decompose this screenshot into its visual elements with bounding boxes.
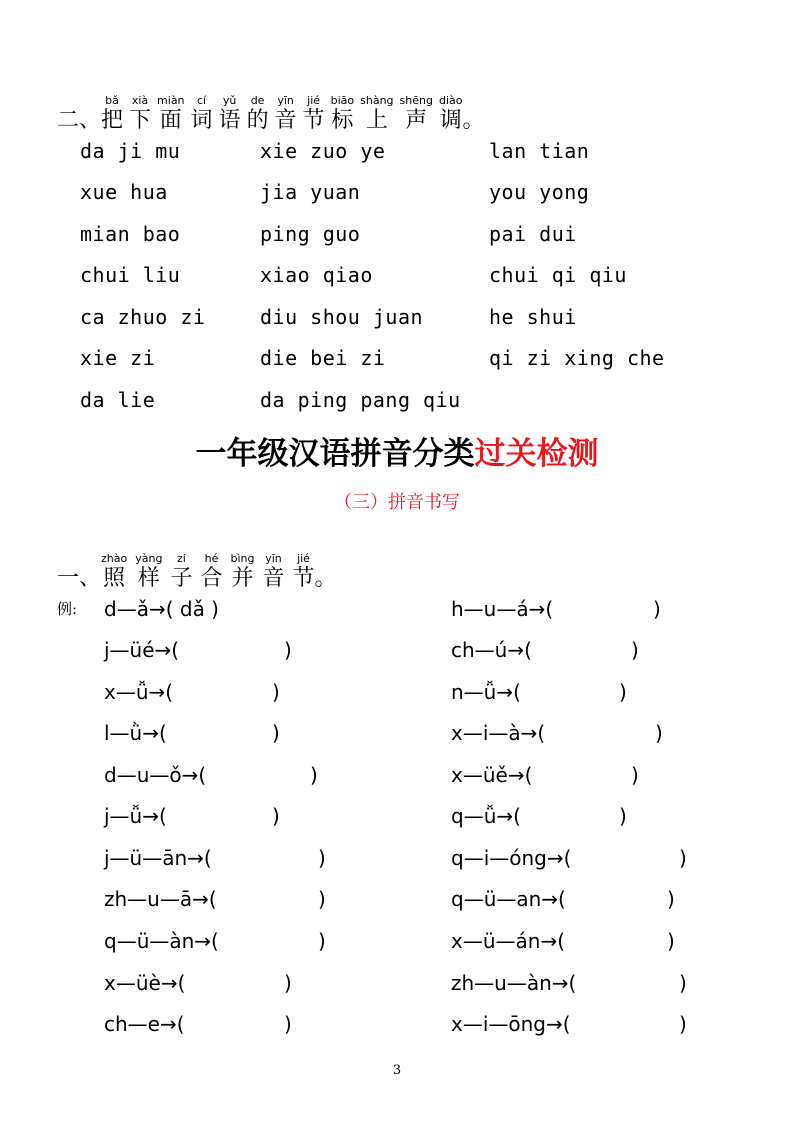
pinyin-word: da ping pang qiu xyxy=(260,388,461,412)
ruby-char xyxy=(331,94,355,134)
answer-close-paren: ) xyxy=(619,680,627,704)
answer-close-paren: ) xyxy=(619,804,627,828)
pinyin-word: lan tian xyxy=(489,139,590,163)
hanzi: 词 xyxy=(190,108,213,133)
pinyin-annotation: miàn xyxy=(157,94,185,107)
exercise-prompt: d—u—ǒ→( xyxy=(104,763,207,787)
ruby-char xyxy=(303,94,325,134)
exercise-prompt: x—üè→( xyxy=(104,971,186,995)
ruby-char xyxy=(219,94,241,134)
pinyin-word: you yong xyxy=(489,180,590,204)
pinyin-annotation: yǔ xyxy=(222,94,237,107)
answer-close-paren: ) xyxy=(679,1012,687,1036)
heading-period: 。 xyxy=(462,108,485,133)
exercise-item xyxy=(104,637,292,663)
exercise-prompt: x—i—ōng→( xyxy=(451,1012,571,1036)
exercise-prompt: x—i—à→( xyxy=(451,721,546,745)
hanzi: 的 xyxy=(246,108,269,133)
hanzi: 样 xyxy=(137,566,160,591)
ruby-char xyxy=(439,94,463,134)
exercise-item xyxy=(451,970,687,996)
pinyin-word: pai dui xyxy=(489,222,577,246)
example-label: 例: xyxy=(57,600,78,618)
exercise-item xyxy=(451,637,639,663)
ruby-char xyxy=(262,552,284,592)
pinyin-annotation: jié xyxy=(297,552,310,565)
pinyin-annotation: bìng xyxy=(230,552,255,565)
answer-close-paren: ) xyxy=(272,804,280,828)
hanzi: 面 xyxy=(159,108,182,133)
ruby-char xyxy=(101,94,123,134)
exercise-prompt: x—üě→( xyxy=(451,763,533,787)
answer-close-paren: ) xyxy=(653,597,661,621)
pinyin-word: xue hua xyxy=(80,180,168,204)
hanzi: 并 xyxy=(231,566,254,591)
answer-close-paren: ) xyxy=(679,971,687,995)
pinyin-word: he shui xyxy=(489,305,577,329)
exercise-prompt: j—ǚ→( xyxy=(104,804,167,828)
hanzi: 合 xyxy=(200,566,223,591)
hanzi: 把 xyxy=(101,108,124,133)
hanzi: 子 xyxy=(170,566,193,591)
answer-close-paren: ) xyxy=(667,887,675,911)
section2-heading xyxy=(57,94,485,134)
pinyin-annotation: cí xyxy=(196,94,207,107)
ruby-char xyxy=(135,552,162,592)
pinyin-annotation: de xyxy=(250,94,265,107)
exercise-prompt: l—ǜ→( xyxy=(104,721,167,745)
ruby-char xyxy=(400,94,433,134)
ruby-char xyxy=(157,94,184,134)
exercise-item xyxy=(104,679,280,705)
exercise-item xyxy=(451,720,663,746)
example-item: d—ǎ→( dǎ ) xyxy=(104,597,219,621)
pinyin-annotation: bǎ xyxy=(105,94,119,107)
answer-close-paren: ) xyxy=(284,638,292,662)
exercise-prompt: ch—ú→( xyxy=(451,638,532,662)
exercise-item xyxy=(104,1011,292,1037)
worksheet-title xyxy=(0,432,794,476)
pinyin-annotation: yīn xyxy=(277,94,294,107)
exercise-prompt: x—ǚ→( xyxy=(104,680,174,704)
pinyin-annotation: biāo xyxy=(330,94,355,107)
pinyin-word: xiao qiao xyxy=(260,263,373,287)
pinyin-word: da ji mu xyxy=(80,139,181,163)
hanzi: 节 xyxy=(302,108,325,133)
pinyin-annotation: yàng xyxy=(135,552,163,565)
hanzi: 下 xyxy=(129,108,152,133)
exercise-item xyxy=(451,679,627,705)
ruby-char xyxy=(101,552,127,592)
answer-close-paren: ) xyxy=(318,846,326,870)
pinyin-annotation: xià xyxy=(131,94,149,107)
exercise-item xyxy=(451,845,687,871)
exercise-item xyxy=(104,803,280,829)
exercise-item xyxy=(104,845,326,871)
pinyin-word: diu shou juan xyxy=(260,305,424,329)
pinyin-annotation: shàng xyxy=(360,94,394,107)
pinyin-word: qi zi xing che xyxy=(489,346,665,370)
worksheet-subtitle: （三）拼音书写 xyxy=(334,492,460,513)
exercise-item xyxy=(451,1011,687,1037)
exercise-prompt: q—ü—an→( xyxy=(451,887,566,911)
answer-close-paren: ) xyxy=(284,1012,292,1036)
pinyin-word: da lie xyxy=(80,388,156,412)
answer-close-paren: ) xyxy=(310,763,318,787)
pinyin-word: die bei zi xyxy=(260,346,386,370)
exercise-prompt: j—üé→( xyxy=(104,638,180,662)
pinyin-annotation: diào xyxy=(438,94,463,107)
exercise-item xyxy=(451,928,675,954)
pinyin-word: xie zuo ye xyxy=(260,139,386,163)
answer-close-paren: ) xyxy=(655,721,663,745)
section1-heading xyxy=(57,552,337,592)
hanzi: 音 xyxy=(262,566,285,591)
exercise-item xyxy=(104,762,318,788)
exercise-prompt: zh—u—àn→( xyxy=(451,971,577,995)
answer-close-paren: ) xyxy=(272,721,280,745)
ruby-char xyxy=(129,94,151,134)
hanzi: 语 xyxy=(218,108,241,133)
exercise-item xyxy=(104,720,280,746)
ruby-char xyxy=(247,94,269,134)
title-red-part: 过关检测 xyxy=(474,436,599,472)
pinyin-annotation: jié xyxy=(307,94,321,107)
answer-close-paren: ) xyxy=(272,680,280,704)
exercise-item xyxy=(104,928,326,954)
exercise-prompt: q—i—óng→( xyxy=(451,846,572,870)
answer-close-paren: ) xyxy=(284,971,292,995)
answer-close-paren: ) xyxy=(667,929,675,953)
answer-close-paren: ) xyxy=(679,846,687,870)
exercise-prompt: zh—u—ā→( xyxy=(104,887,217,911)
heading-period: 。 xyxy=(314,566,337,591)
ruby-char xyxy=(200,552,222,592)
ruby-char xyxy=(275,94,297,134)
hanzi: 音 xyxy=(274,108,297,133)
exercise-item xyxy=(451,803,627,829)
pinyin-word: jia yuan xyxy=(260,180,361,204)
hanzi: 照 xyxy=(103,566,126,591)
hanzi: 调 xyxy=(439,108,462,133)
section1-prefix: 一、 xyxy=(57,566,102,591)
ruby-char xyxy=(170,552,192,592)
hanzi: 声 xyxy=(405,108,428,133)
answer-close-paren: ) xyxy=(318,887,326,911)
pinyin-word: chui liu xyxy=(80,263,181,287)
pinyin-word: ping guo xyxy=(260,222,361,246)
pinyin-annotation: shēng xyxy=(399,94,433,107)
hanzi: 标 xyxy=(331,108,354,133)
exercise-prompt: q—ǚ→( xyxy=(451,804,521,828)
exercise-prompt: x—ü—án→( xyxy=(451,929,566,953)
pinyin-annotation: zhào xyxy=(101,552,128,565)
exercise-prompt: q—ü—àn→( xyxy=(104,929,219,953)
exercise-item xyxy=(104,886,326,912)
section2-prefix: 二、 xyxy=(57,108,102,133)
ruby-char xyxy=(293,552,315,592)
pinyin-word: xie zi xyxy=(80,346,156,370)
exercise-item xyxy=(451,886,675,912)
exercise-prompt: n—ǚ→( xyxy=(451,680,521,704)
answer-close-paren: ) xyxy=(631,763,639,787)
page-number: 3 xyxy=(392,1063,402,1078)
pinyin-word: ca zhuo zi xyxy=(80,305,206,329)
exercise-item xyxy=(104,970,292,996)
pinyin-word: mian bao xyxy=(80,222,181,246)
exercise-prompt: j—ü—ān→( xyxy=(104,846,212,870)
answer-close-paren: ) xyxy=(318,929,326,953)
exercise-prompt: h—u—á→( xyxy=(451,597,554,621)
answer-close-paren: ) xyxy=(631,638,639,662)
title-black-part: 一年级汉语拼音分类 xyxy=(195,436,475,472)
pinyin-annotation: zi xyxy=(177,552,186,565)
exercise-item xyxy=(451,596,661,622)
ruby-char xyxy=(191,94,213,134)
exercise-item xyxy=(451,762,639,788)
hanzi: 上 xyxy=(365,108,388,133)
exercise-prompt: ch—e→( xyxy=(104,1012,185,1036)
pinyin-annotation: hé xyxy=(204,552,219,565)
pinyin-annotation: yīn xyxy=(265,552,282,565)
pinyin-word: chui qi qiu xyxy=(489,263,627,287)
ruby-char xyxy=(230,552,254,592)
hanzi: 节 xyxy=(292,566,315,591)
ruby-char xyxy=(360,94,393,134)
